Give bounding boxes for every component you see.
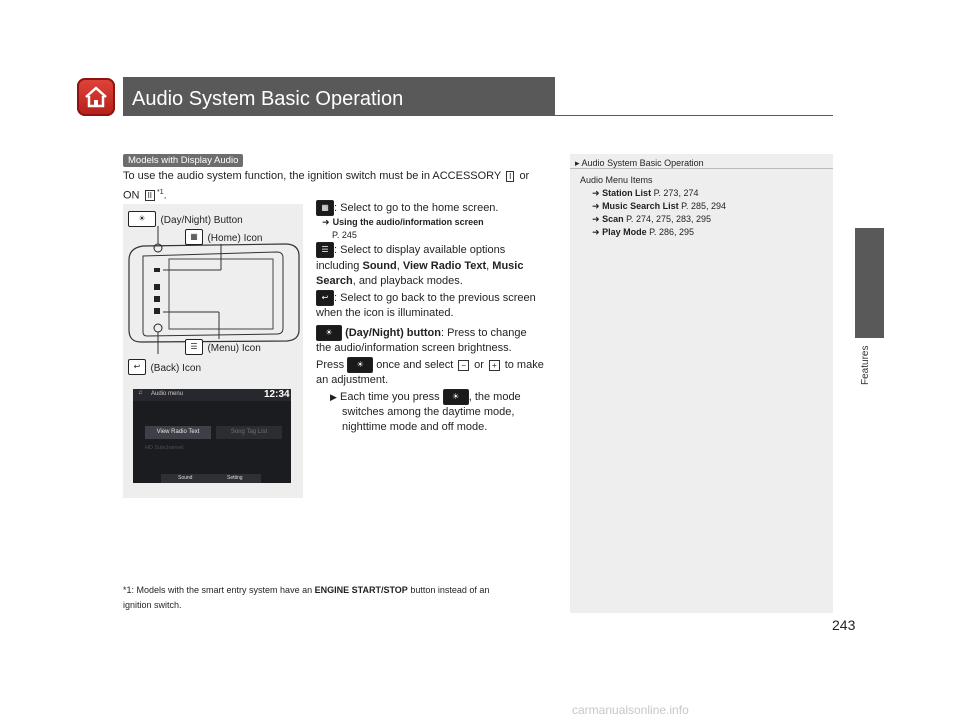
dn-desc-c3: to make <box>504 358 544 371</box>
intro-paragraph <box>123 169 563 204</box>
sidebar-item-name: Music Search List <box>602 201 679 211</box>
sidebar-item-pages: P. 285, 294 <box>681 201 726 211</box>
screen-bottom-bar <box>161 474 261 483</box>
dn-desc-d: an adjustment. <box>316 374 389 387</box>
accessory-key: I <box>506 171 514 182</box>
home-ref-text: Using the audio/information screen <box>332 217 484 228</box>
setting-tab[interactable]: Setting <box>227 475 243 481</box>
sidebar-list <box>592 187 726 239</box>
ref-arrow-icon: ➜ <box>592 214 600 224</box>
menu-icon-inline: ☰ <box>316 242 334 258</box>
song-tag-list-button[interactable]: Song Tag List <box>216 426 282 439</box>
audio-menu-screen <box>133 389 291 483</box>
sidebar-sub: Audio Menu Items <box>580 175 653 185</box>
dn-desc-or: or <box>474 358 484 371</box>
icon-descriptions <box>316 200 566 436</box>
day-night-callout <box>128 210 243 228</box>
dn-desc-c1: Press <box>316 358 345 371</box>
sidebar-item[interactable] <box>592 187 726 200</box>
ref-arrow-icon: ➜ <box>592 227 600 237</box>
screen-clock: 12:34 <box>264 389 290 400</box>
each-b: , the mode <box>468 390 521 403</box>
page-title: Audio System Basic Operation <box>132 88 404 110</box>
menu-desc-search: Search <box>316 275 353 288</box>
menu-desc-b: including <box>316 259 360 272</box>
title-divider <box>123 115 833 116</box>
menu-desc-music: Music <box>492 259 524 272</box>
minus-key: − <box>458 360 469 371</box>
sidebar-item[interactable] <box>592 200 726 213</box>
home-icon-inline: ▦ <box>316 200 334 216</box>
home-label: (Home) Icon <box>207 233 263 244</box>
ref-arrow-icon: ➜ <box>592 201 600 211</box>
back-callout <box>128 358 201 376</box>
day-night-icon: ☀ <box>128 211 156 227</box>
day-night-icon-inline-2: ☀ <box>347 357 373 373</box>
sidebar-item-pages: P. 286, 295 <box>649 227 694 237</box>
sidebar-notes <box>570 154 833 613</box>
home-desc <box>316 200 566 216</box>
sidebar-item[interactable] <box>592 226 726 239</box>
intro-line1: To use the audio system function, the ignition switch must be in ACCESSORY <box>123 170 502 182</box>
sidebar-heading-text: Audio System Basic Operation <box>581 158 704 168</box>
menu-desc-c: , and playback modes. <box>352 275 463 288</box>
sound-tab[interactable]: Sound <box>178 475 193 481</box>
menu-desc-sound: Sound <box>362 259 397 272</box>
each-c: switches among the daytime mode, <box>342 405 515 418</box>
day-night-icon-inline-3: ☀ <box>443 389 469 405</box>
ref-arrow-icon: ➜ <box>322 217 330 228</box>
dn-desc-c2: once and select <box>376 358 454 371</box>
section-title-bar <box>123 77 555 115</box>
sidebar-arrow-icon: ▸ <box>575 158 580 168</box>
back-icon: ↩ <box>128 359 146 375</box>
back-label: (Back) Icon <box>150 363 202 374</box>
page-number: 243 <box>832 617 856 633</box>
home-ref <box>316 216 566 242</box>
intro-period: . <box>163 189 167 202</box>
sidebar-item[interactable] <box>592 213 726 226</box>
menu-desc: ☰ : Select to display available options including Sound, View Radio Text, Music Search, and playback modes. <box>316 244 524 288</box>
home-callout <box>185 228 262 246</box>
menu-icon: ☰ <box>185 339 203 355</box>
sidebar-divider <box>570 168 833 169</box>
house-glyph <box>77 78 115 116</box>
each-time-desc <box>316 389 566 436</box>
dn-desc-b: the audio/information screen brightness. <box>316 342 512 355</box>
footnote-line2: ignition switch. <box>123 600 182 610</box>
models-badge: Models with Display Audio <box>123 154 243 167</box>
home-icon[interactable] <box>77 78 115 116</box>
menu-callout <box>185 338 261 356</box>
back-icon-inline: ↩ <box>316 290 334 306</box>
footnote-prefix: *1: Models with the smart entry system have an <box>123 585 313 595</box>
intro-on: ON <box>123 189 140 202</box>
dn-desc-bold: (Day/Night) button <box>345 326 441 339</box>
chapter-tab-label: Features <box>860 345 871 385</box>
day-night-icon-inline: ☀ <box>316 325 342 341</box>
screen-title: Audio menu <box>151 391 184 397</box>
footnote-suffix: button instead of an <box>410 585 490 595</box>
footnote-bold: ENGINE START/STOP <box>314 585 408 595</box>
chapter-tab[interactable] <box>855 228 884 338</box>
ref-arrow-icon: ➜ <box>592 188 600 198</box>
triangle-arrow-icon: ▶ <box>330 391 337 402</box>
footnote-ref: *1 <box>157 188 164 196</box>
back-desc-b: when the icon is illuminated. <box>316 307 454 320</box>
sidebar-item-name: Play Mode <box>602 227 647 237</box>
sidebar-item-name: Scan <box>602 214 624 224</box>
screen-top-bar <box>133 389 291 401</box>
footnote <box>123 583 563 613</box>
watermark: carmanualsonline.info <box>572 703 689 717</box>
each-d: nighttime mode and off mode. <box>342 421 488 434</box>
sidebar-item-pages: P. 274, 275, 283, 295 <box>626 214 712 224</box>
dn-desc-a: : Press to change <box>441 326 527 339</box>
menu-label: (Menu) Icon <box>207 343 261 354</box>
day-night-desc <box>316 325 566 389</box>
menu-desc-view: View Radio Text <box>402 259 487 272</box>
day-night-label: (Day/Night) Button <box>160 215 243 226</box>
plus-key: + <box>489 360 500 371</box>
intro-or: or <box>519 170 530 182</box>
hd-subchannel-button[interactable]: HD Subchannel <box>145 445 184 451</box>
sidebar-item-pages: P. 273, 274 <box>653 188 699 198</box>
home-screen-icon: ▦ <box>185 229 203 245</box>
home-desc-text: : Select to go to the home screen. <box>334 201 499 214</box>
music-note-icon: ♫ <box>138 390 143 396</box>
back-desc <box>316 290 566 322</box>
on-key: II <box>145 190 155 201</box>
sidebar-item-name: Station List <box>602 188 652 198</box>
menu-desc-a: : Select to display available options <box>334 244 506 257</box>
each-a: Each time you press <box>339 390 440 403</box>
view-radio-text-button[interactable]: View Radio Text <box>145 426 211 439</box>
back-desc-a: : Select to go back to the previous screen <box>334 291 536 304</box>
home-ref-page: P. 245 <box>332 230 357 241</box>
